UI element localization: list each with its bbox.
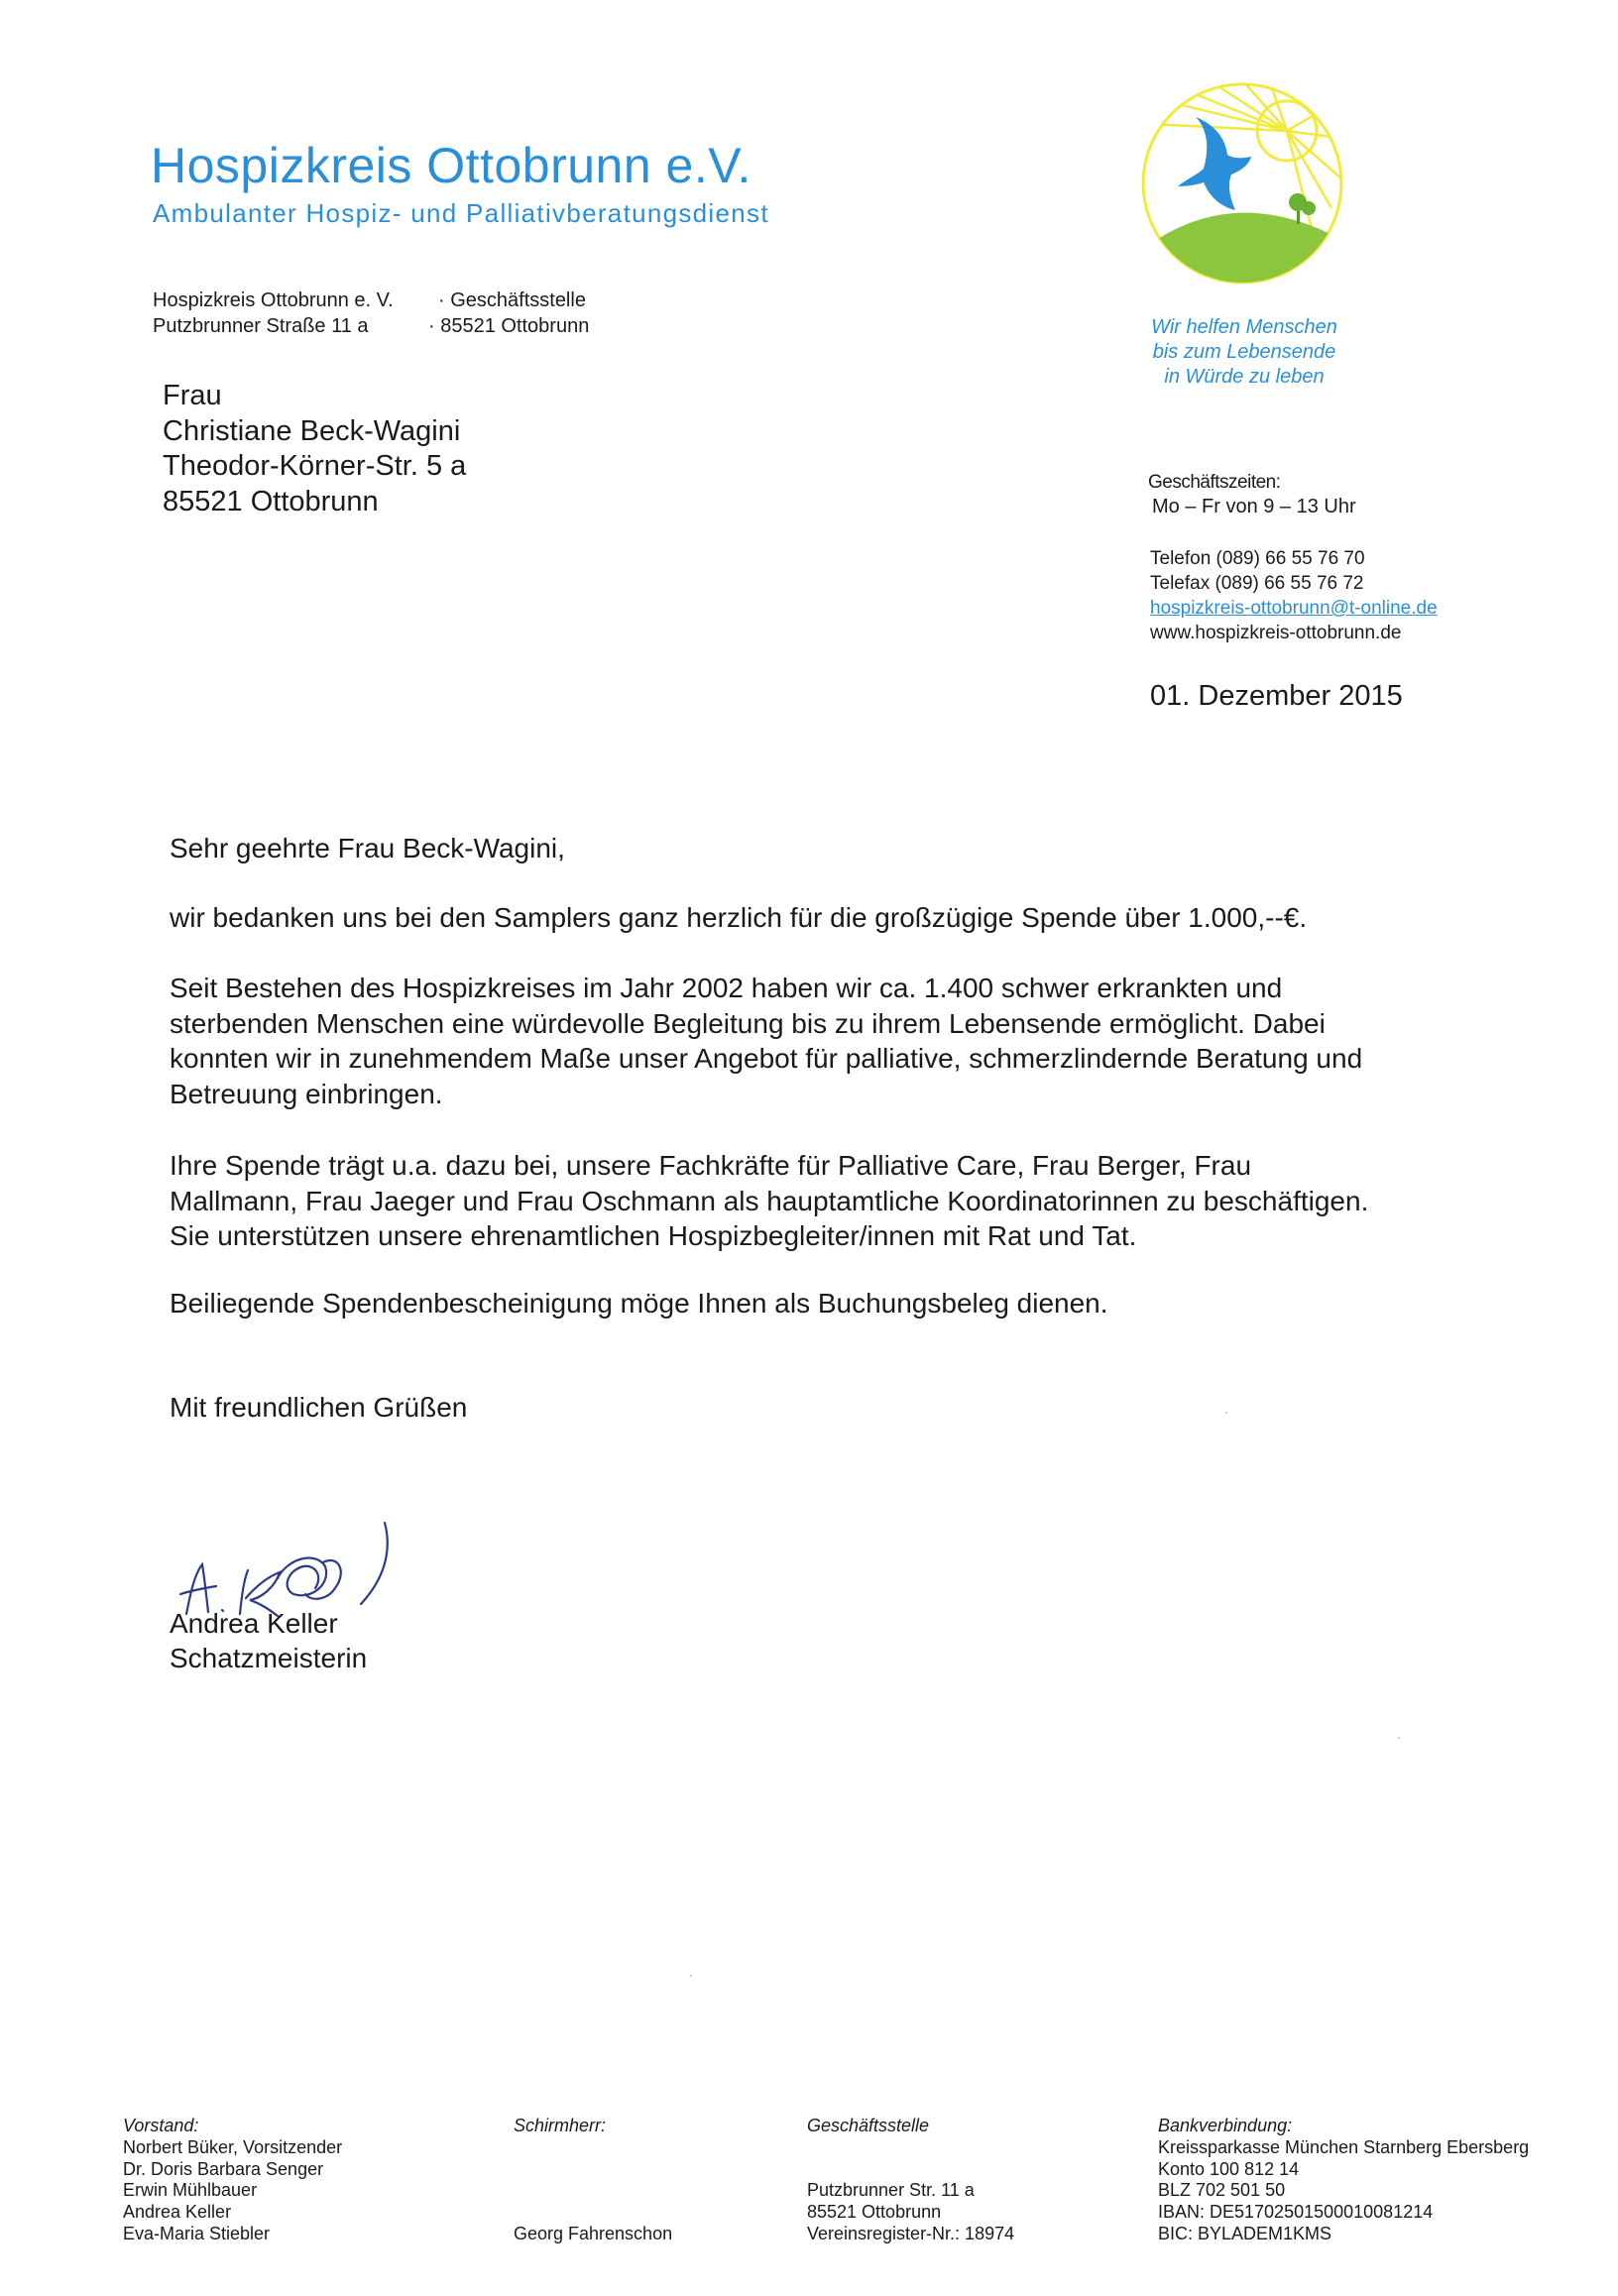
paragraph-3-line: Mallmann, Frau Jaeger und Frau Oschmann als hauptamtliche Koordinatorinnen zu beschäftigen. [170, 1185, 1369, 1216]
office-line: 85521 Ottobrunn [807, 2202, 942, 2223]
email-link[interactable]: hospizkreis-ottobrunn@t-online.de [1150, 598, 1438, 619]
recipient-name: Christiane Beck-Wagini [163, 414, 461, 447]
paragraph-2 [170, 971, 1498, 1111]
paragraph-3 [170, 1148, 1498, 1254]
paragraph-2-line: konnten wir in zunehmendem Maße unser Angebot für palliative, schmerzlindernde Beratung und [170, 1043, 1363, 1074]
footer-board-title: Vorstand: [123, 2116, 199, 2135]
footer-board [123, 2116, 342, 2245]
recipient-address [163, 379, 466, 519]
contact-block [1150, 546, 1438, 645]
letter-closing: Mit freundlichen Grüßen [170, 1392, 468, 1423]
paragraph-2-line: Betreuung einbringen. [170, 1078, 443, 1109]
footer-bank-title: Bankverbindung: [1158, 2116, 1293, 2135]
organization-subtitle: Ambulanter Hospiz- und Palliativberatungsdienst [153, 198, 769, 228]
board-member: Erwin Mühlbauer [123, 2180, 258, 2201]
paragraph-1: wir bedanken uns bei den Samplers ganz herzlich für die großzügige Spende über 1.000,--€. [170, 902, 1308, 933]
board-member: Norbert Büker, Vorsitzender [123, 2136, 343, 2157]
bank-line: Kreissparkasse München Starnberg Ebersberg [1158, 2136, 1530, 2157]
board-member: Dr. Doris Barbara Senger [123, 2158, 324, 2179]
board-member: Eva-Maria Stiebler [123, 2223, 271, 2243]
letter-salutation: Sehr geehrte Frau Beck-Wagini, [170, 833, 565, 863]
letter-date: 01. Dezember 2015 [1150, 680, 1403, 712]
board-member: Andrea Keller [123, 2202, 232, 2223]
office-hours-value: Mo – Fr von 9 – 13 Uhr [1152, 496, 1356, 517]
footer-office-title: Geschäftsstelle [807, 2116, 930, 2135]
scan-speck [1225, 1412, 1227, 1414]
paragraph-3-line: Ihre Spende trägt u.a. dazu bei, unsere Fachkräfte für Palliative Care, Frau Berger, Frau [170, 1150, 1252, 1181]
slogan [1100, 315, 1388, 390]
office-line: Vereinsregister-Nr.: 18974 [807, 2223, 1015, 2243]
footer-office [807, 2116, 1014, 2245]
sender-office: · Geschäftsstelle [438, 289, 586, 311]
phone-number: Telefon (089) 66 55 76 70 [1150, 548, 1365, 569]
footer-patron [514, 2116, 672, 2245]
bank-line: IBAN: DE51702501500010081214 [1158, 2202, 1434, 2223]
recipient-city: 85521 Ottobrunn [163, 485, 379, 517]
scan-speck [1398, 1737, 1400, 1739]
sender-city: · 85521 Ottobrunn [428, 315, 590, 337]
website: www.hospizkreis-ottobrunn.de [1150, 623, 1402, 643]
patron-name: Georg Fahrenschon [514, 2223, 673, 2243]
bank-line: BIC: BYLADEM1KMS [1158, 2223, 1332, 2243]
footer-patron-title: Schirmherr: [514, 2116, 607, 2135]
paragraph-2-line: sterbenden Menschen eine würdevolle Begleitung bis zu ihrem Lebensende ermöglicht. Dabei [170, 1007, 1326, 1039]
paragraph-3-line: Sie unterstützen unsere ehrenamtlichen Hospizbegleiter/innen mit Rat und Tat. [170, 1220, 1137, 1251]
signer-role: Schatzmeisterin [170, 1643, 368, 1673]
signer-name: Andrea Keller [170, 1608, 338, 1639]
sender-name: Hospizkreis Ottobrunn e. V. [153, 289, 394, 311]
bank-line: Konto 100 812 14 [1158, 2158, 1300, 2179]
office-line: Putzbrunner Str. 11 a [807, 2180, 975, 2201]
slogan-line-2: bis zum Lebensende [1152, 341, 1336, 363]
recipient-salutation: Frau [163, 380, 222, 411]
sender-street: Putzbrunner Straße 11 a [153, 315, 369, 337]
footer-bank [1158, 2116, 1529, 2245]
slogan-line-3: in Würde zu leben [1164, 366, 1325, 388]
organization-name: Hospizkreis Ottobrunn e.V. [151, 138, 751, 193]
paragraph-4: Beiliegende Spendenbescheinigung möge Ihnen als Buchungsbeleg dienen. [170, 1288, 1108, 1319]
recipient-street: Theodor-Körner-Str. 5 a [163, 450, 467, 482]
dove-sun-logo [1138, 79, 1346, 287]
fax-number: Telefax (089) 66 55 76 72 [1150, 573, 1364, 594]
scan-speck [690, 1975, 692, 1977]
slogan-line-1: Wir helfen Menschen [1151, 316, 1337, 338]
office-hours-label: Geschäftszeiten: [1148, 472, 1281, 493]
bank-line: BLZ 702 501 50 [1158, 2180, 1286, 2201]
paragraph-2-line: Seit Bestehen des Hospizkreises im Jahr 2002 haben wir ca. 1.400 schwer erkrankten und [170, 973, 1283, 1003]
